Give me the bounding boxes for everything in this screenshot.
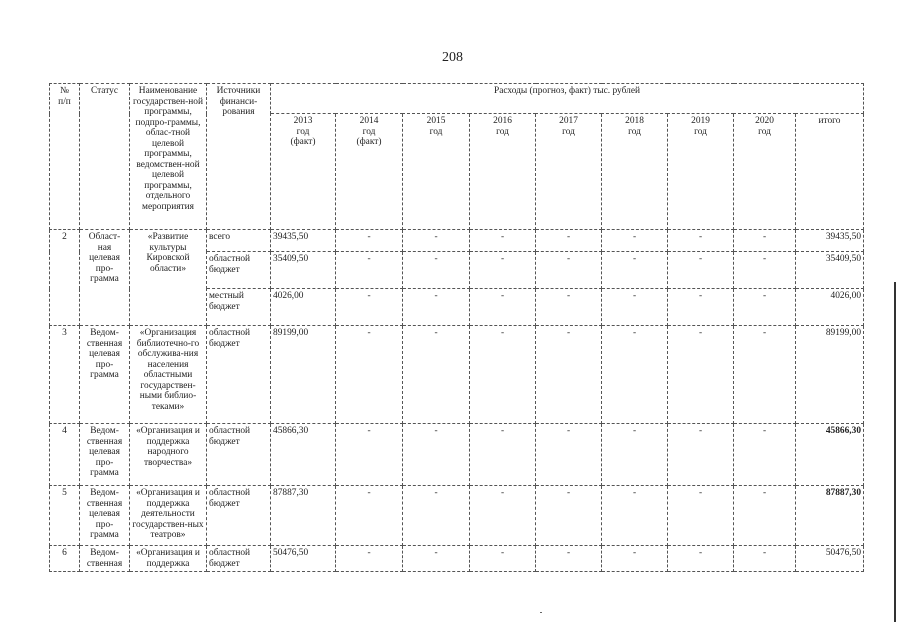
header-year-5: 2018 год (602, 114, 668, 230)
row-value-empty: - (734, 230, 796, 252)
header-expenses: Расходы (прогноз, факт) тыс. рублей (271, 84, 864, 114)
row-value-empty: - (668, 546, 734, 572)
row-num: 6 (50, 546, 80, 572)
row-status: Ведом-ственная (80, 546, 130, 572)
row-source: областной бюджет (207, 252, 271, 289)
row-value-empty: - (536, 486, 602, 546)
row-value-empty: - (336, 424, 403, 486)
row-total: 35409,50 (796, 252, 864, 289)
row-source: областной бюджет (207, 546, 271, 572)
row-status: Ведом-ственная целевая про-грамма (80, 424, 130, 486)
row-value-empty: - (536, 326, 602, 424)
row-value-empty: - (336, 230, 403, 252)
row-total: 45866,30 (796, 424, 864, 486)
row-value-empty: - (470, 546, 536, 572)
row-value-empty: - (602, 424, 668, 486)
header-year-2: 2015 год (403, 114, 470, 230)
row-total: 87887,30 (796, 486, 864, 546)
row-value-empty: - (536, 230, 602, 252)
row-value-empty: - (470, 486, 536, 546)
scan-speck (540, 612, 542, 613)
row-source: местный бюджет (207, 289, 271, 326)
header-status: Статус (80, 84, 130, 230)
row-value-empty: - (602, 326, 668, 424)
row-name: «Развитие культуры Кировской области» (130, 230, 207, 326)
row-value-2013: 50476,50 (271, 546, 336, 572)
table-row (50, 424, 864, 486)
row-value-empty: - (668, 289, 734, 326)
table-row (50, 546, 864, 572)
row-value-empty: - (403, 486, 470, 546)
row-value-empty: - (602, 546, 668, 572)
page-edge-mark (894, 282, 896, 622)
row-value-empty: - (668, 486, 734, 546)
row-value-empty: - (668, 252, 734, 289)
table-row (50, 326, 864, 424)
header-year-6: 2019 год (668, 114, 734, 230)
row-name: «Организация и поддержка (130, 546, 207, 572)
row-name: «Организация библиотечно-го обслужива-ния населения областными государствен-ными библио-теками» (130, 326, 207, 424)
row-num: 5 (50, 486, 80, 546)
header-year-7: 2020 год (734, 114, 796, 230)
row-total: 39435,50 (796, 230, 864, 252)
row-num: 3 (50, 326, 80, 424)
row-value-empty: - (403, 230, 470, 252)
header-year-3: 2016 год (470, 114, 536, 230)
row-value-empty: - (403, 424, 470, 486)
row-value-empty: - (602, 486, 668, 546)
row-value-2013: 4026,00 (271, 289, 336, 326)
header-source: Источники финанси-рования (207, 84, 271, 230)
row-value-empty: - (336, 486, 403, 546)
row-value-empty: - (536, 546, 602, 572)
row-total: 89199,00 (796, 326, 864, 424)
row-total: 50476,50 (796, 546, 864, 572)
header-year-1: 2014 год (факт) (336, 114, 403, 230)
row-name: «Организация и поддержка народного творчества» (130, 424, 207, 486)
row-value-empty: - (403, 546, 470, 572)
row-value-empty: - (470, 230, 536, 252)
header-year-0: 2013 год (факт) (271, 114, 336, 230)
row-name: «Организация и поддержка деятельности государствен-ных театров» (130, 486, 207, 546)
row-source: областной бюджет (207, 486, 271, 546)
row-value-empty: - (734, 424, 796, 486)
row-value-empty: - (470, 252, 536, 289)
budget-table (49, 83, 864, 572)
row-value-empty: - (602, 252, 668, 289)
row-value-empty: - (536, 424, 602, 486)
row-value-empty: - (668, 424, 734, 486)
row-value-2013: 39435,50 (271, 230, 336, 252)
row-value-empty: - (734, 252, 796, 289)
table-row (50, 486, 864, 546)
row-value-empty: - (336, 289, 403, 326)
row-value-empty: - (336, 252, 403, 289)
row-value-2013: 89199,00 (271, 326, 336, 424)
row-source: областной бюджет (207, 424, 271, 486)
table-row (50, 230, 864, 252)
row-num: 4 (50, 424, 80, 486)
row-status: Област-ная целевая про-грамма (80, 230, 130, 326)
header-name: Наименование государствен-ной программы, подпро-граммы, облас-тной целевой программы, ведомствен-ной целевой программы, отдельного мероприятия (130, 84, 207, 230)
row-value-empty: - (734, 546, 796, 572)
row-status: Ведом-ственная целевая про-грамма (80, 486, 130, 546)
row-value-empty: - (734, 326, 796, 424)
row-value-empty: - (336, 326, 403, 424)
row-num: 2 (50, 230, 80, 326)
row-value-empty: - (536, 289, 602, 326)
row-value-2013: 35409,50 (271, 252, 336, 289)
row-value-empty: - (734, 289, 796, 326)
row-value-2013: 45866,30 (271, 424, 336, 486)
row-value-empty: - (602, 230, 668, 252)
header-year-8: итого (796, 114, 864, 230)
header-year-4: 2017 год (536, 114, 602, 230)
row-value-empty: - (403, 326, 470, 424)
row-total: 4026,00 (796, 289, 864, 326)
row-value-empty: - (668, 230, 734, 252)
row-source: областной бюджет (207, 326, 271, 424)
row-value-empty: - (668, 326, 734, 424)
row-value-empty: - (536, 252, 602, 289)
row-value-empty: - (470, 289, 536, 326)
header-num: № п/п (50, 84, 80, 230)
row-value-empty: - (470, 326, 536, 424)
row-value-empty: - (403, 252, 470, 289)
row-value-empty: - (336, 546, 403, 572)
row-value-2013: 87887,30 (271, 486, 336, 546)
row-value-empty: - (602, 289, 668, 326)
row-value-empty: - (403, 289, 470, 326)
row-value-empty: - (734, 486, 796, 546)
page-number: 208 (442, 50, 463, 65)
row-status: Ведом-ственная целевая про-грамма (80, 326, 130, 424)
row-value-empty: - (470, 424, 536, 486)
row-source: всего (207, 230, 271, 252)
